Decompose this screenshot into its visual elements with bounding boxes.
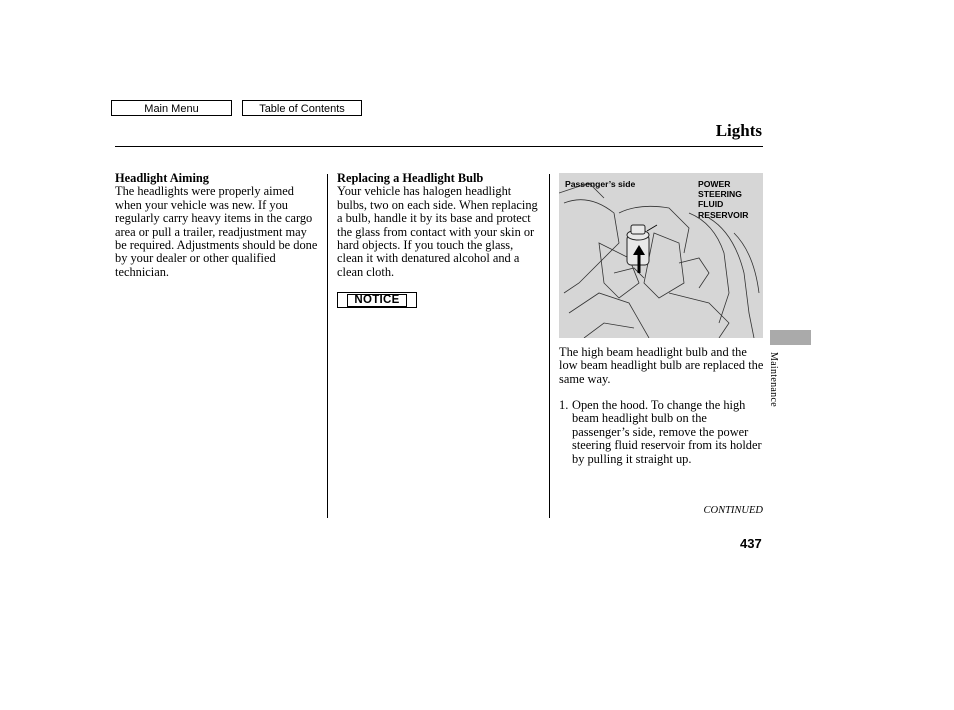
middle-column [337,172,542,279]
continued-label: CONTINUED [703,505,763,516]
table-of-contents-button[interactable]: Table of Contents [242,100,362,116]
section-tab-marker [770,330,811,345]
left-column [115,172,320,279]
bulb-intro-text: The high beam headlight bulb and the low beam headlight bulb are replaced the same way. [559,345,764,386]
figure-label-power-steering: POWER STEERING FLUID RESERVOIR [698,179,749,220]
replacing-bulb-text: Your vehicle has halogen headlight bulbs, two on each side. When replacing a bulb, handle it by its base and protect the glass from contact with your skin or hard objects. If you touch the glass, clean it with denatured alcohol and a clean cloth. [337,184,538,279]
title-rule [115,146,763,147]
column-divider-1 [327,174,328,518]
step-1 [559,399,764,466]
step-1-text: Open the hood. To change the high beam headlight bulb on the passenger’s side, remove the power steering fluid reservoir from its holder by pulling it straight up. [572,398,762,466]
column-divider-2 [549,174,550,518]
step-1-number: 1. [559,398,569,412]
notice-badge [337,292,417,308]
engine-bay-illustration [559,173,763,338]
headlight-aiming-heading: Headlight Aiming [115,171,209,185]
replacing-bulb-heading: Replacing a Headlight Bulb [337,171,484,185]
section-side-label: Maintenance [768,352,779,407]
page-title: Lights [715,121,762,140]
headlight-aiming-text: The headlights were properly aimed when your vehicle was new. If you regularly carry heavy items in the cargo area or pull a trailer, readjustment may be required. Adjustments should be done by your dealer or other qualified technician. [115,184,318,279]
notice-label: NOTICE [347,294,406,307]
main-menu-button[interactable]: Main Menu [111,100,232,116]
page-number: 437 [740,536,762,551]
figure-label-passenger-side: Passenger’s side [565,179,636,189]
